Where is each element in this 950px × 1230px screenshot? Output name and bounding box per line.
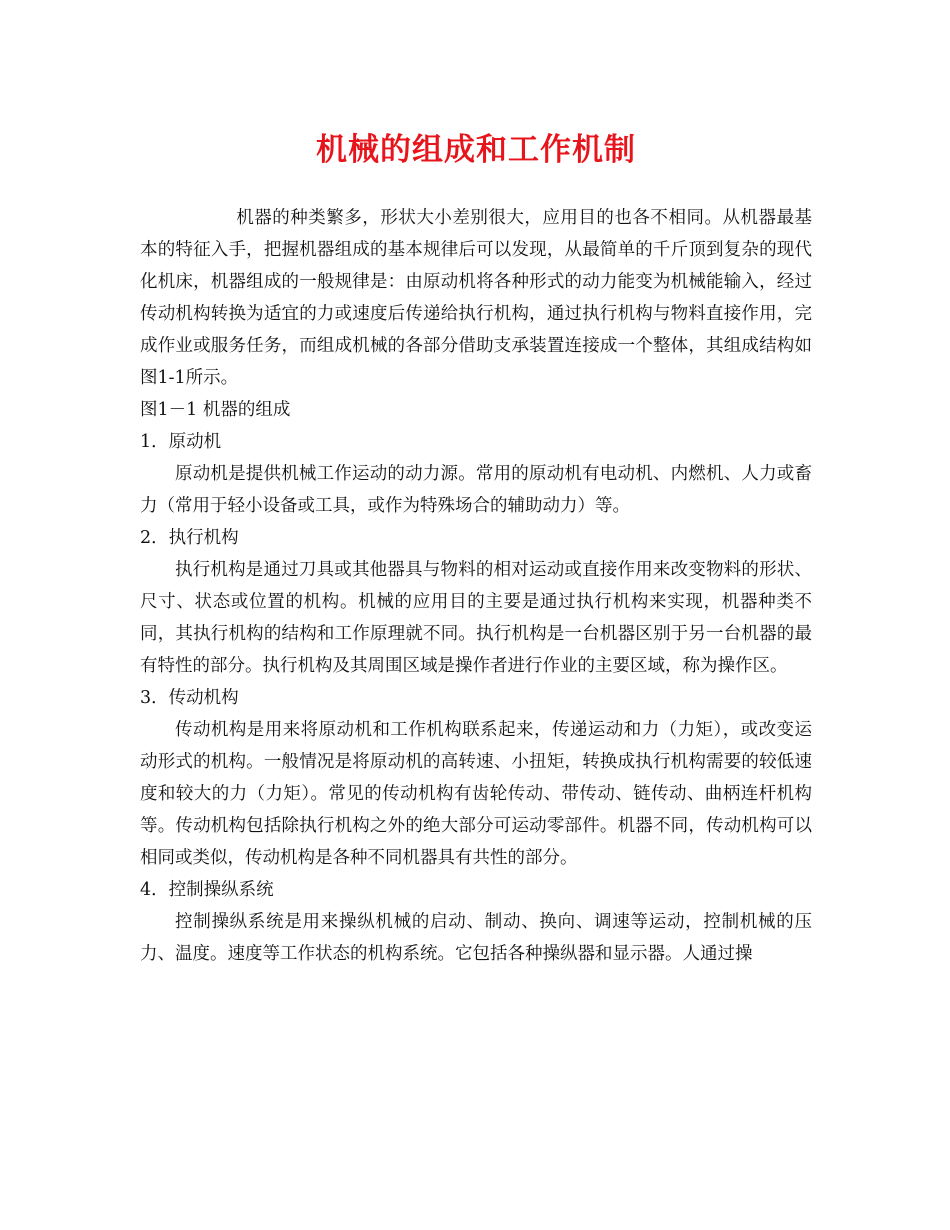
- section-body-prime-mover: 原动机是提供机械工作运动的动力源。常用的原动机有电动机、内燃机、人力或畜力（常用于轻小设备或工具，或作为特殊场合的辅助动力）等。: [140, 464, 812, 516]
- document-title: 机械的组成和工作机制: [316, 132, 636, 168]
- intro-paragraph: 机器的种类繁多，形状大小差别很大，应用目的也各不相同。从机器最基本的特征入手，把握机器组成的基本规律后可以发现，从最简单的千斤顶到复杂的现代化机床，机器组成的一般规律是：由原动机将各种形式的动力能变为机械能输入，经过传动机构转换为适宜的力或速度后传递给执行机构，通过执行机构与物料直接作用，完成作业或服务任务，而组成机械的各部分借助支承装置连接成一个整体，其组成结构如图1-1所示。: [140, 208, 812, 388]
- section-body-transmission: 传动机构是用来将原动机和工作机构联系起来，传递运动和力（力矩），或改变运动形式的机构。一般情况是将原动机的高转速、小扭矩，转换成执行机构需要的较低速度和较大的力（力矩）。常见的传动机构有齿轮传动、带传动、链传动、曲柄连杆机构等。传动机构包括除执行机构之外的绝大部分可运动零部件。机器不同，传动机构可以相同或类似，传动机构是各种不同机器具有共性的部分。: [140, 720, 812, 868]
- figure-caption: 图1－1 机器的组成: [140, 400, 291, 420]
- section-heading-actuator: 2．执行机构: [140, 528, 239, 548]
- document-page: [140, 118, 812, 970]
- section-body-actuator: 执行机构是通过刀具或其他器具与物料的相对运动或直接作用来改变物料的形状、尺寸、状态或位置的机构。机械的应用目的主要是通过执行机构来实现，机器种类不同，其执行机构的结构和工作原理就不同。执行机构是一台机器区别于另一台机器的最有特性的部分。执行机构及其周围区域是操作者进行作业的主要区域，称为操作区。: [140, 560, 812, 676]
- section-heading-transmission: 3．传动机构: [140, 688, 239, 708]
- section-heading-prime-mover: 1．原动机: [140, 432, 222, 452]
- section-body-control-system: 控制操纵系统是用来操纵机械的启动、制动、换向、调速等运动，控制机械的压力、温度。速度等工作状态的机构系统。它包括各种操纵器和显示器。人通过操: [140, 912, 812, 964]
- section-heading-control-system: 4．控制操纵系统: [140, 880, 274, 900]
